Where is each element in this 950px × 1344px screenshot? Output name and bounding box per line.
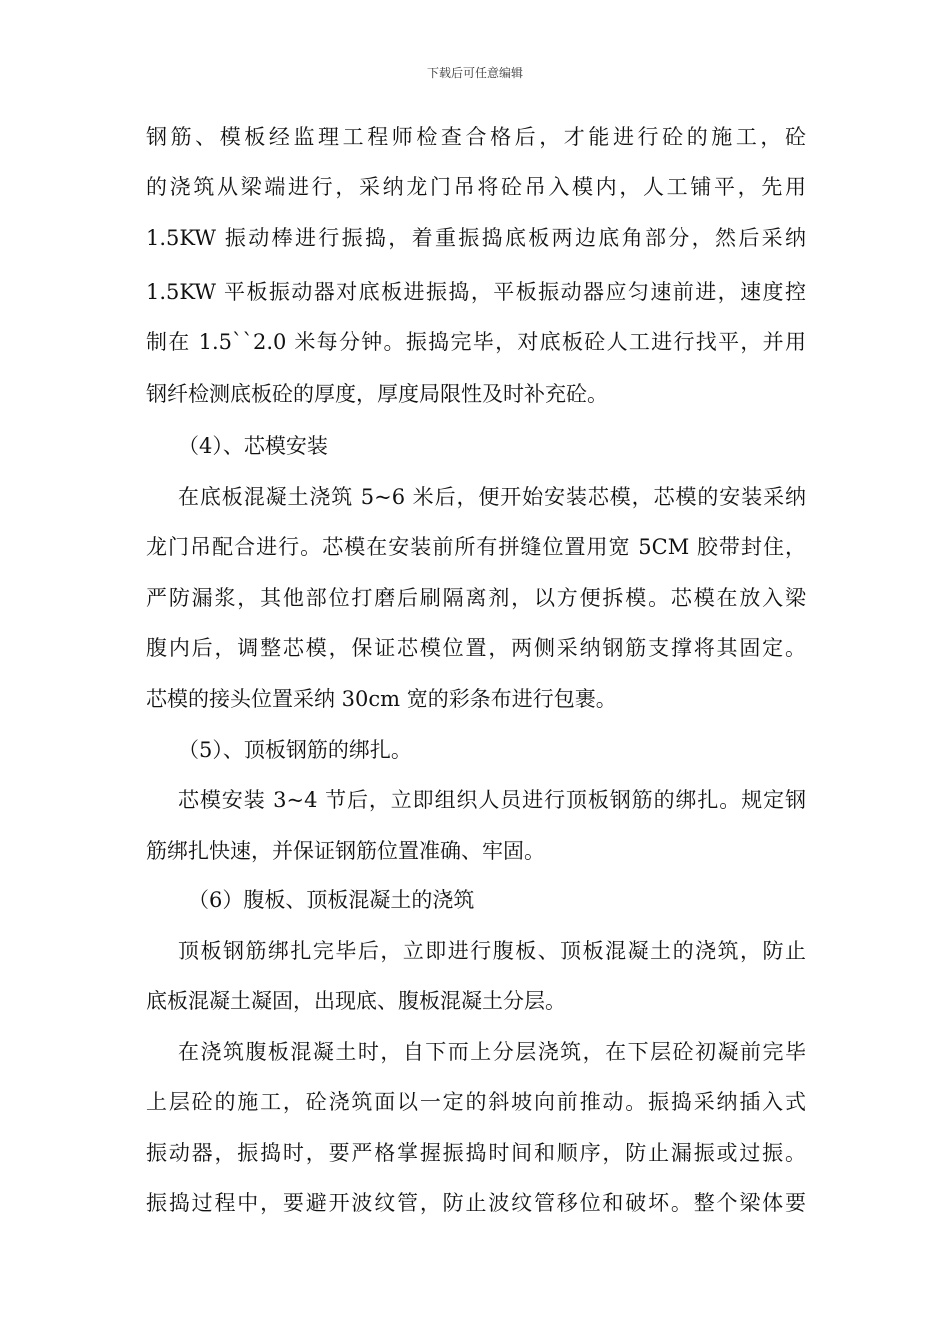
- paragraph-line: 芯模的接头位置采纳 30cm 宽的彩条布进行包裹。: [146, 687, 617, 711]
- paragraph-line: 筋绑扎快速，并保证钢筋位置准确、牢固。: [146, 839, 545, 863]
- page-header: 下载后可任意编辑: [426, 66, 523, 80]
- paragraph-line: 1.5KW 振动棒进行振捣，着重振捣底板两边底角部分，然后采纳: [146, 226, 806, 250]
- section-heading: （6）腹板、顶板混凝土的浇筑: [188, 888, 475, 912]
- paragraph-line: 芯模安装 3~4 节后，立即组织人员进行顶板钢筋的绑扎。规定钢: [178, 788, 806, 812]
- paragraph-line: 制在 1.5``2.0 米每分钟。振捣完毕，对底板砼人工进行找平，并用: [146, 330, 806, 354]
- paragraph-line: 在浇筑腹板混凝土时，自下而上分层浇筑，在下层砼初凝前完毕: [178, 1040, 806, 1064]
- paragraph-line: 钢筋、模板经监理工程师检查合格后，才能进行砼的施工，砼: [146, 125, 806, 149]
- paragraph-line: 底板混凝土凝固，出现底、腹板混凝土分层。: [146, 989, 566, 1013]
- section-heading: （5）、顶板钢筋的绑扎。: [178, 738, 412, 762]
- paragraph-line: 1.5KW 平板振动器对底板进振捣，平板振动器应匀速前进，速度控: [146, 280, 806, 304]
- paragraph-line: 振动器，振捣时，要严格掌握振捣时间和顺序，防止漏振或过振。: [146, 1141, 806, 1165]
- paragraph-line: 钢纤检测底板砼的厚度，厚度局限性及时补充砼。: [146, 382, 608, 406]
- paragraph-line: 严防漏浆，其他部位打磨后刷隔离剂，以方便拆模。芯模在放入梁: [146, 586, 806, 610]
- paragraph-line: 龙门吊配合进行。芯模在安装前所有拼缝位置用宽 5CM 胶带封住，: [146, 535, 806, 559]
- paragraph-line: 腹内后，调整芯模，保证芯模位置，两侧采纳钢筋支撑将其固定。: [146, 636, 806, 660]
- paragraph-line: 上层砼的施工，砼浇筑面以一定的斜坡向前推动。振捣采纳插入式: [146, 1090, 806, 1114]
- paragraph-line: 顶板钢筋绑扎完毕后，立即进行腹板、顶板混凝土的浇筑，防止: [178, 939, 806, 963]
- paragraph-line: 在底板混凝土浇筑 5~6 米后，便开始安装芯模，芯模的安装采纳: [178, 485, 806, 509]
- paragraph-line: 振捣过程中，要避开波纹管，防止波纹管移位和破坏。整个梁体要: [146, 1191, 806, 1215]
- section-heading: （4）、芯模安装: [178, 434, 328, 458]
- paragraph-line: 的浇筑从梁端进行，采纳龙门吊将砼吊入模内，人工铺平，先用: [146, 175, 806, 199]
